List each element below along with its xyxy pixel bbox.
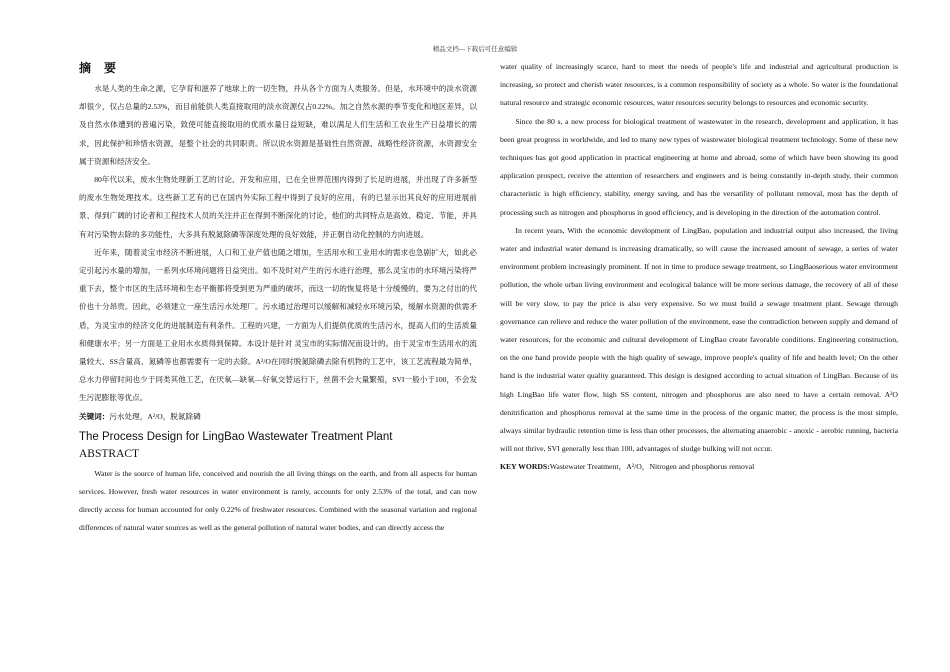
right-column [500,58,898,477]
page-header-note: 精品文档---下载后可任意编辑 [432,46,518,53]
chinese-abstract-paragraph-1: 水是人类的生命之源，它孕育和滋养了地球上的一切生物，并从各个方面为人类服务。但是，水环境中的淡水资源却很少，仅占总量的2.53%，而目前能供人类直接取用的淡水资源仅占0.22%。加之自然水源的季节变化和地区差异，以及自然水体遭到的普遍污染，致使可能直接取用的优质水量日益短缺，难以满足人们生活和工农业生产日益增长的需求，因此保护和珍惜水资源，是整个社会的共同职责。所以说水资源是基础性自然资源、战略性经济资源，水资源安全属于资源和经济安全。 [79,84,477,166]
chinese-abstract-paragraph-3: 近年来，随着灵宝市经济不断进展，人口和工业产值也随之增加，生活用水和工业用水的需求也急剧扩大，如此必定引起污水量的增加，一系列水环境问题将日益突出。如不及时对产生的污水进行治理，那么灵宝市的水环境污染将严重下去，整个市区的生活环境和生态平衡都将受到更为严重的破坏，而这一切的恢复将是十分缓慢的，要为之付出的代价也十分昂贵。因此，必须建立一座生活污水处理厂。污水通过治理可以缓解和减轻水环境污染，缓解水资源的供需矛盾，为灵宝市的经济文化的进展制造有利条件。工程的兴建，一方面为人们提供优质的生活污水，提高人们的生活质量和健康水平；另一方面是工业用水水质得到保障。本设计是针对 灵宝市的实际情况而设计的。由于灵宝市生活用水的流量较大、SS含量高、氮磷等也都需要有一定的去除。A²/O在同时脱氮除磷去除有机物的工艺中，该工艺流程最为简单，总水力停留时间也少于同类其他工艺，在厌氧—缺氧—好氧交替运行下，丝菌不会大量繁殖，SVI一般小于100，不会发生污泥膨胀等优点。 [79,247,477,403]
left-column [79,58,477,538]
english-keywords-text: Wastewater Treatment，A²/O，Nitrogen and phosphorus removal [549,462,755,472]
chinese-abstract-title: 摘 要 [79,61,122,75]
chinese-keywords-label: 关键词： [79,411,110,421]
english-title: The Process Design for LingBao Wastewater Treatment Plant [79,430,393,443]
chinese-keywords [79,408,477,426]
english-abstract-paragraph-1-continued: water quality of increasingly scarce, hard to meet the needs of people's life and industrial and agricultural production is increasing, so protect and cherish water resources, is a common responsibility of society as a whole. So water is the foundational natural resource and strategic economic resources, water resources security belongs to resources and economic security. [500,62,898,108]
abstract-heading: ABSTRACT [79,447,140,460]
english-abstract-paragraph-3: In recent years, With the economic development of LingBao, population and industrial output also increased, the living water and industrial water demand is increasing dramatically, so will cause the increased amount of sewage, a series of water environment problem increasingly prominent. If not in time to produce sewage treatment, so LingBaoserious water environment pollution, the whole urban living environment and ecological balance will be more serious damage, the recovery of all of these will be very slow, to pay the price is also very expensive. So we must build a sewage treatment plant. Sewage through governance can relieve and reduce the water pollution of the environment, ease the contradiction between supply and demand of water resources, for the economic and cultural development of LingBao create favorable conditions. Engineering construction, on the one hand provide people with the high quality of sewage, improve people's quality of life and health level; On the other hand is the industrial water quality guaranteed. This design is designed according to actual situation of LingBao. Because of its high LingBao life water flow, high SS content, nitrogen and phosphorus are also need to have a certain removal. A²O denitrification and phosphorus removal at the same time in the process of the organic matter, the process is the most simple, always similar hydraulic retention time is less than other processes, the alternating anaerobic - anoxic - aerobic running, bacteria will not thrive, SVI generally less than 100, advantages of sludge bulking will not occur. [500,225,898,454]
chinese-keywords-text: 污水处理，A²/O，脱氮除磷 [109,411,201,421]
english-abstract-paragraph-2: Since the 80 s, a new process for biological treatment of wastewater in the research, development and application, it has been great progress in worldwide, and led to many new types of wastewater biological treatment technology. Some of these new techniques has got good application in practical engineering at home and abroad, some of which have been showing its good application prospect, receive the attention of researchers and engineers and is being constantly in-depth study, their common characteristic is high efficiency, stability, energy saving, and has the versatility of pollutant removal, most has the depth of processing such as nitrogen and phosphorus in good efficiency, and is developing in the direction of the automation control. [500,116,898,217]
english-keywords [500,458,898,476]
english-keywords-label: KEY WORDS: [500,462,550,472]
english-abstract-paragraph-1: Water is the source of human life, conceived and nourish the all living things on the earth, and from all aspects for human services. However, fresh water resources in water environment is rarely, accounts for only 2.53% of the total, and can now directly access for human accounted for only 0.22% of freshwater resources. Combined with the seasonal variation and regional differences of natural water sources as well as the general pollution of natural water bodies, and can directly access the [79,468,477,533]
chinese-abstract-paragraph-2: 80年代以来，废水生物处理新工艺的讨论、开发和应用，已在全世界范围内得到了长足的进展，并出现了许多新型的废水生物处理技术。这些新工艺有的已在国内外实际工程中得到了良好的应用，有的已显示出其良好的应用进展前景、得到广阔的讨论者和工程技术人员的关注并正在得到不断深化的讨论，他们的共同特点是高效、稳定、节能，并具有对污染物去除的多功能性，大多具有脱氮除磷等深度处理的良好效能，并正朝自动化控制的方向进展。 [79,175,477,239]
